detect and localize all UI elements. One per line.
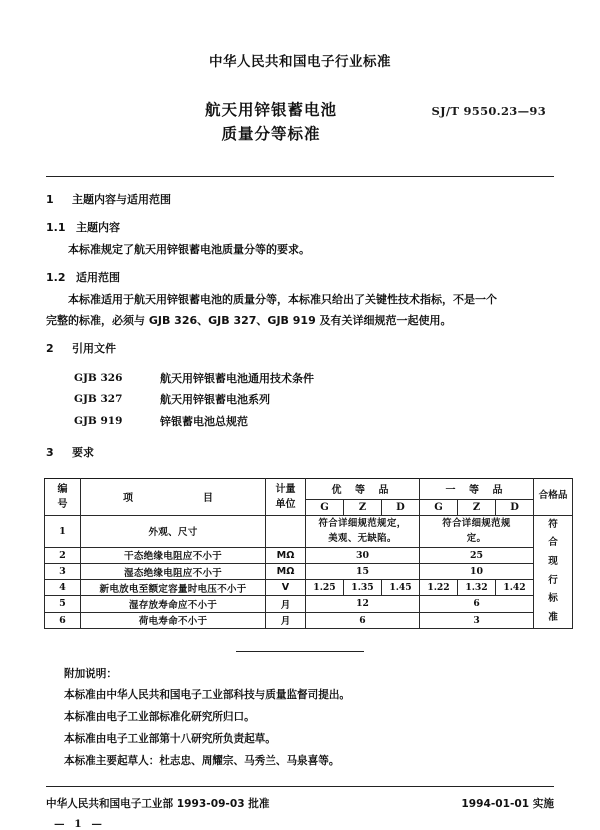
table-row xyxy=(45,580,573,596)
header-excellent-z: Z xyxy=(344,499,382,515)
qualified-char: 标 xyxy=(548,593,558,605)
row-first-value xyxy=(420,515,534,547)
header-grade-first: 一 等 品 xyxy=(420,478,534,499)
row-unit: V xyxy=(266,580,306,596)
row-excellent-d-value: 1.45 xyxy=(382,580,420,596)
header-grade-excellent: 优 等 品 xyxy=(306,478,420,499)
notes-line: 本标准由电子工业部第十八研究所负责起草。 xyxy=(64,732,276,745)
header-excellent-g: G xyxy=(306,499,344,515)
section-heading-1 xyxy=(46,189,554,210)
header-unit-line-1: 计量 xyxy=(275,483,296,495)
footer-approval: 中华人民共和国电子工业部 1993-09-03 批准 xyxy=(46,798,270,811)
row-number: 4 xyxy=(45,580,81,596)
row-unit: 月 xyxy=(266,612,306,628)
section-title-1-2: 适用范围 xyxy=(76,271,120,285)
page-number: — 1 — xyxy=(54,818,105,830)
row-first-value: 3 xyxy=(420,612,534,628)
footer-implementation: 1994-01-01 实施 xyxy=(461,798,554,811)
qualified-char: 行 xyxy=(548,574,558,586)
row-unit: MΩ xyxy=(266,564,306,580)
section-heading-1-1 xyxy=(46,217,554,238)
title-line-2: 质量分等标准 xyxy=(221,125,321,144)
section-paragraph-1-1: 本标准规定了航天用锌银蓄电池质量分等的要求。 xyxy=(68,242,310,256)
list-item xyxy=(46,368,554,389)
row-number: 1 xyxy=(45,515,81,547)
notes-line: 本标准主要起草人：杜志忠、周耀宗、马秀兰、马泉喜等。 xyxy=(64,754,340,767)
row-excellent-value xyxy=(306,515,420,547)
header-excellent-d: D xyxy=(382,499,420,515)
row-excellent-value: 12 xyxy=(306,596,420,612)
notes-line: 本标准由电子工业部标准化研究所归口。 xyxy=(64,711,255,724)
row-item: 湿态绝缘电阻应不小于 xyxy=(81,564,266,580)
row-excellent-value: 6 xyxy=(306,612,420,628)
row-item: 干态绝缘电阻应不小于 xyxy=(81,547,266,563)
list-item xyxy=(46,389,554,410)
section-heading-3 xyxy=(46,442,554,463)
section-title-1-1: 主题内容 xyxy=(76,221,120,235)
header-no-line-2: 号 xyxy=(57,498,68,510)
notes-line: 本标准由中华人民共和国电子工业部科技与质量监督司提出。 xyxy=(64,689,351,702)
row-number: 3 xyxy=(45,564,81,580)
standard-number: SJ/T 9550.23—93 xyxy=(431,104,546,118)
notes-divider xyxy=(236,651,364,652)
table-row xyxy=(45,612,573,628)
reference-code: GJB 327 xyxy=(74,393,123,406)
footer-divider xyxy=(46,786,554,787)
reference-code: GJB 326 xyxy=(74,371,123,384)
row-first-line-2: 定。 xyxy=(466,533,487,545)
row-first-z-value: 1.32 xyxy=(458,580,496,596)
row-excellent-z-value: 1.35 xyxy=(344,580,382,596)
reference-title: 航天用锌银蓄电池通用技术条件 xyxy=(160,371,314,385)
footer xyxy=(46,796,554,811)
section-paragraph-1-2-line-1: 本标准适用于航天用锌银蓄电池的质量分等，本标准只给出了关键性技术指标，不是一个 xyxy=(68,292,497,306)
row-first-value: 25 xyxy=(420,547,534,563)
row-excellent-line-1: 符合详细规范规定， xyxy=(318,517,407,529)
section-title-1: 主题内容与适用范围 xyxy=(72,193,171,206)
section-number-1-1: 1.1 xyxy=(46,221,66,235)
header-first-z: Z xyxy=(458,499,496,515)
row-first-value: 10 xyxy=(420,564,534,580)
section-heading-1-2 xyxy=(46,267,554,288)
header-qualified: 合格品 xyxy=(534,478,573,515)
additional-notes xyxy=(46,664,554,773)
title-line-1: 航天用锌银蓄电池 xyxy=(204,101,337,119)
reference-list xyxy=(46,368,554,432)
row-first-d-value: 1.42 xyxy=(496,580,534,596)
row-number: 6 xyxy=(45,612,81,628)
notes-title: 附加说明： xyxy=(64,667,117,680)
header-item: 项 目 xyxy=(81,478,266,515)
section-title-2: 引用文件 xyxy=(72,342,116,356)
table-row xyxy=(45,596,573,612)
qualified-char: 符 xyxy=(548,518,558,530)
section-paragraph-1-2-line-2: 完整的标准，必须与 GJB 326、GJB 327、GJB 919 及有关详细规范一起使用。 xyxy=(46,314,452,327)
row-unit xyxy=(266,515,306,547)
row-excellent-value: 30 xyxy=(306,547,420,563)
reference-title: 航天用锌银蓄电池系列 xyxy=(160,393,270,407)
row-first-value: 6 xyxy=(420,596,534,612)
row-unit: MΩ xyxy=(266,547,306,563)
row-first-g-value: 1.22 xyxy=(420,580,458,596)
header-no xyxy=(45,478,81,515)
section-number-1: 1 xyxy=(46,193,54,206)
row-number: 5 xyxy=(45,596,81,612)
title-block xyxy=(46,98,554,154)
table-row xyxy=(45,564,573,580)
reference-title: 锌银蓄电池总规范 xyxy=(160,414,248,428)
table-row xyxy=(45,515,573,547)
reference-code: GJB 919 xyxy=(74,414,123,427)
list-item xyxy=(46,411,554,432)
qualified-char: 合 xyxy=(548,537,558,549)
row-qualified-value xyxy=(534,515,573,628)
section-heading-2 xyxy=(46,338,554,359)
specification-table-wrapper xyxy=(46,478,568,629)
row-first-line-1: 符合详细规范规 xyxy=(442,517,511,529)
row-item: 荷电寿命不小于 xyxy=(81,612,266,628)
table-row xyxy=(45,547,573,563)
header-divider xyxy=(46,176,554,177)
row-excellent-line-2: 美观、无缺陷。 xyxy=(328,533,397,545)
row-excellent-g-value: 1.25 xyxy=(306,580,344,596)
header-first-d: D xyxy=(496,499,534,515)
table-header-row-1 xyxy=(45,478,573,499)
masthead xyxy=(46,0,554,154)
row-item: 外观、尺寸 xyxy=(81,515,266,547)
row-item: 新电放电至额定容量时电压不小于 xyxy=(81,580,266,596)
header-unit xyxy=(266,478,306,515)
row-item: 湿存放寿命应不小于 xyxy=(81,596,266,612)
issuing-organization: 中华人民共和国电子行业标准 xyxy=(209,54,391,70)
section-number-3: 3 xyxy=(46,446,54,460)
specification-table xyxy=(44,478,573,629)
document-body xyxy=(46,189,554,464)
row-unit: 月 xyxy=(266,596,306,612)
section-number-2: 2 xyxy=(46,342,54,356)
qualified-char: 现 xyxy=(548,555,558,567)
section-number-1-2: 1.2 xyxy=(46,271,66,285)
section-title-3: 要求 xyxy=(72,446,94,460)
header-first-g: G xyxy=(420,499,458,515)
row-number: 2 xyxy=(45,547,81,563)
row-excellent-value: 15 xyxy=(306,564,420,580)
header-unit-line-2: 单位 xyxy=(275,498,296,510)
qualified-char: 准 xyxy=(548,612,558,624)
header-no-line-1: 编 xyxy=(57,483,68,495)
page-title xyxy=(106,98,436,146)
